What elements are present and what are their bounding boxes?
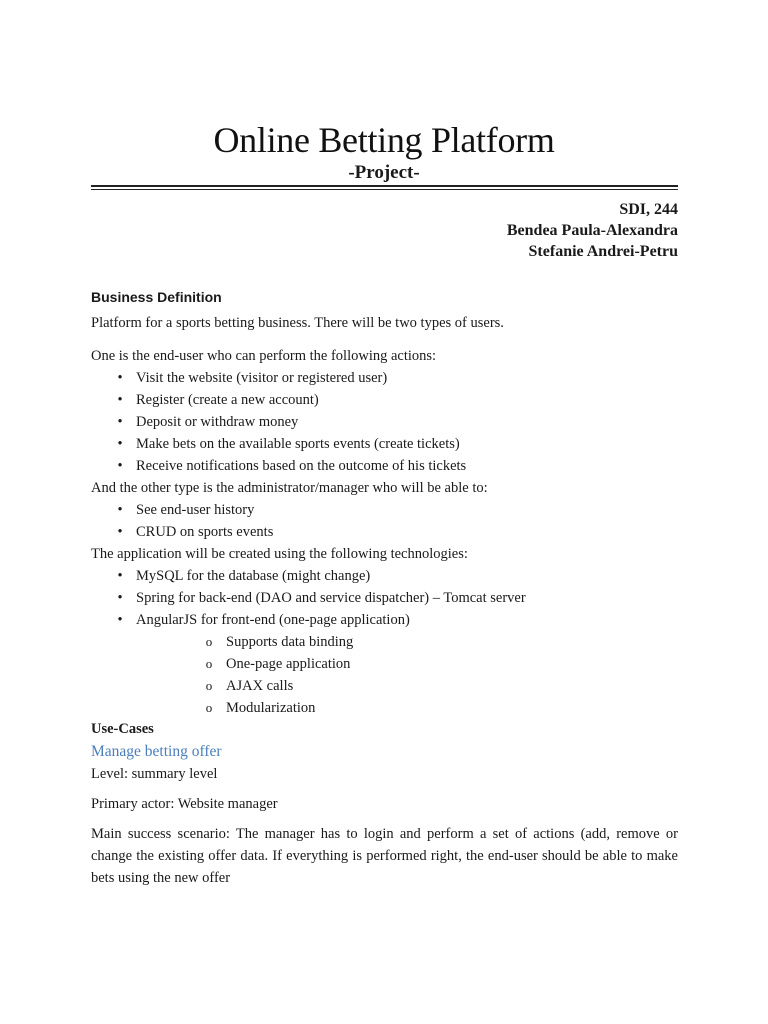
- technologies-intro-paragraph: The application will be created using the following technologies:: [91, 546, 468, 562]
- list-item: • AngularJS for front-end (one-page application) o Supports data binding o One-page application o AJAX calls o Modularization: [91, 609, 678, 719]
- bullet-icon: •: [117, 612, 123, 628]
- technologies-list: [91, 565, 678, 719]
- sub-list-item: o Modularization: [136, 697, 678, 719]
- sub-bullet-icon: o: [205, 700, 213, 715]
- list-item: • Make bets on the available sports events (create tickets): [91, 433, 678, 455]
- bullet-icon: •: [117, 502, 123, 518]
- author-line-group: SDI, 244: [619, 201, 678, 218]
- author-line-name-1: Bendea Paula-Alexandra: [506, 222, 678, 239]
- admin-actions-list: [91, 499, 678, 543]
- list-item: • See end-user history: [91, 499, 678, 521]
- sub-list-item: o Supports data binding: [136, 631, 678, 653]
- business-definition-heading: Business Definition: [91, 289, 222, 305]
- use-case-primary-actor: Primary actor: Website manager: [91, 796, 278, 812]
- bullet-icon: •: [117, 414, 123, 430]
- list-item: • Spring for back-end (DAO and service dispatcher) – Tomcat server: [91, 587, 678, 609]
- business-intro-paragraph: Platform for a sports betting business. There will be two types of users.: [91, 315, 504, 331]
- sub-bullet-icon: o: [205, 634, 213, 649]
- list-item: • CRUD on sports events: [91, 521, 678, 543]
- sub-list-item: o One-page application: [136, 653, 678, 675]
- sub-bullet-icon: o: [205, 656, 213, 671]
- document-body: [91, 288, 678, 889]
- bullet-icon: •: [117, 568, 123, 584]
- angular-features-list: [136, 631, 678, 719]
- use-case-main-scenario: Main success scenario: The manager has to login and perform a set of actions (add, remove or change the existing offer data. If everything is performed right, the end-user should be able to make bets using the new offer: [91, 826, 678, 886]
- enduser-intro-paragraph: One is the end-user who can perform the following actions:: [91, 348, 437, 364]
- title-rule-thin: [91, 189, 678, 190]
- title-rule-thick: [91, 185, 678, 187]
- author-line-name-2: Stefanie Andrei-Petru: [528, 243, 678, 260]
- sub-list-item: o AJAX calls: [136, 675, 678, 697]
- admin-intro-paragraph: And the other type is the administrator/manager who will be able to:: [91, 480, 488, 496]
- list-item: • MySQL for the database (might change): [91, 565, 678, 587]
- use-case-title: Manage betting offer: [91, 743, 222, 760]
- sub-bullet-icon: o: [205, 678, 213, 693]
- list-item: • Receive notifications based on the outcome of his tickets: [91, 455, 678, 477]
- bullet-icon: •: [117, 370, 123, 386]
- bullet-icon: •: [117, 392, 123, 408]
- list-item: • Visit the website (visitor or registered user): [91, 367, 678, 389]
- enduser-actions-list: [91, 367, 678, 477]
- use-case-level: Level: summary level: [91, 766, 218, 782]
- bullet-icon: •: [117, 590, 123, 606]
- list-item: • Register (create a new account): [91, 389, 678, 411]
- bullet-icon: •: [117, 524, 123, 540]
- bullet-icon: •: [117, 436, 123, 452]
- document-subtitle: -Project-: [348, 162, 420, 183]
- list-item: • Deposit or withdraw money: [91, 411, 678, 433]
- document-title: Online Betting Platform: [213, 120, 555, 160]
- bullet-icon: •: [117, 458, 123, 474]
- use-cases-heading: Use-Cases: [91, 721, 154, 737]
- author-block: [507, 199, 678, 262]
